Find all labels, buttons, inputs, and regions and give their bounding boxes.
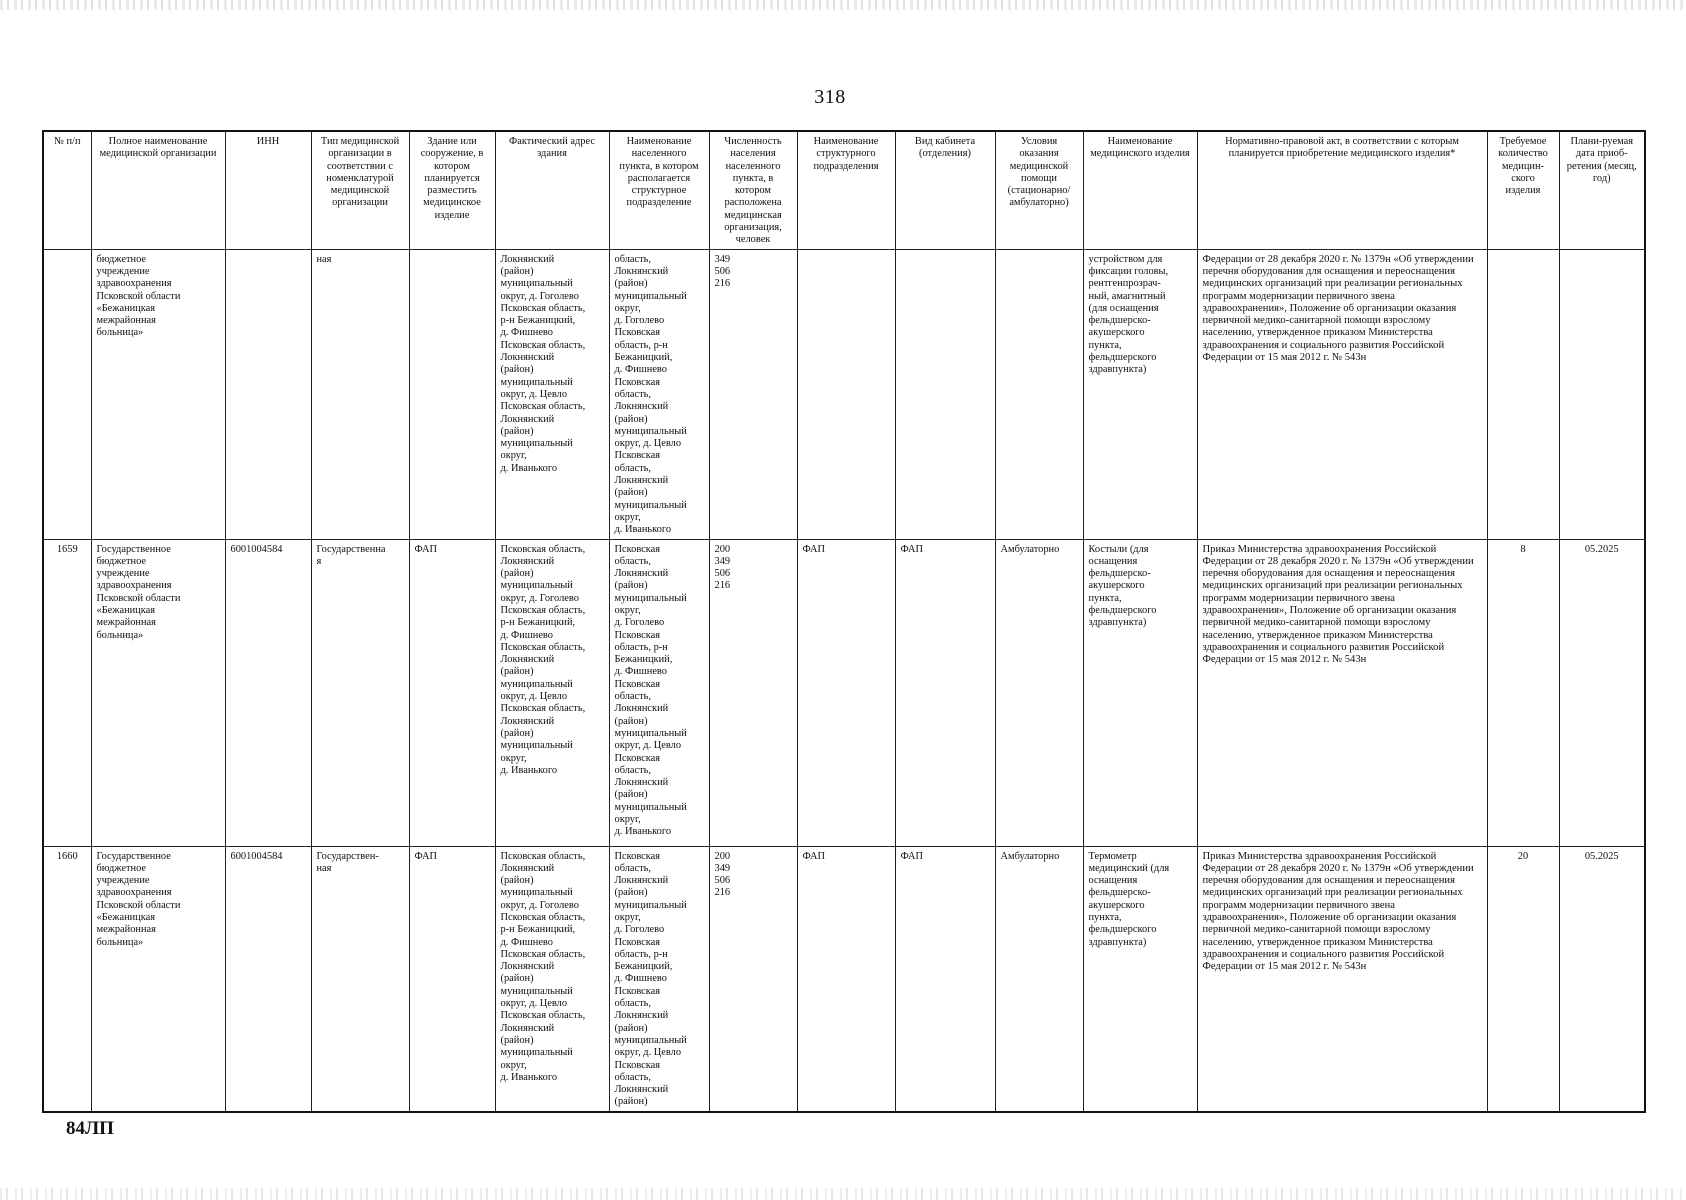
- cell-cabinet: ФАП: [895, 846, 995, 1112]
- medical-equipment-table: [42, 130, 1646, 1113]
- table-row: [43, 539, 1645, 846]
- cell-address: Псковская область, Локнянский (район) муниципальный округ, д. Гоголево Псковская область, р-н Бежаницкий, д. Фишнево Псковская область, Локнянский (район) муниципальный округ, д. Цевло Псковская область, Локнянский (район) муниципальный округ, д. Иванького: [495, 539, 609, 846]
- cell-org: бюджетное учреждение здравоохранения Псковской области «Бежаницкая межрайонная больница»: [91, 249, 225, 539]
- cell-type: Государственна я: [311, 539, 409, 846]
- header-cabinet: Вид кабинета (отделения): [895, 131, 995, 249]
- header-type: Тип медицинской организации в соответствии с номенклатурой медицинской организации: [311, 131, 409, 249]
- table-header-row: [43, 131, 1645, 249]
- cell-act: Приказ Министерства здравоохранения Российской Федерации от 28 декабря 2020 г. № 1379н «Об утверждении перечня оборудования для оснащения и переоснащения медицинских организаций при реализации региональных программ модернизации первичного звена здравоохранения», Положение об организации оказания первичной медико-санитарной помощи взрослому населению, утвержденное приказом Министерства здравоохранения и социального развития Российской Федерации от 15 мая 2012 г. № 543н: [1197, 539, 1487, 846]
- cell-settlement: область, Локнянский (район) муниципальный округ, д. Гоголево Псковская область, р-н Бежаницкий, д. Фишнево Псковская область, Локнянский (район) муниципальный округ, д. Цевло Псковская область, Локнянский (район) муниципальный округ, д. Иванького: [609, 249, 709, 539]
- table-row: [43, 846, 1645, 1112]
- scan-edge-top: [0, 0, 1686, 10]
- cell-act: Приказ Министерства здравоохранения Российской Федерации от 28 декабря 2020 г. № 1379н «Об утверждении перечня оборудования для оснащения и переоснащения медицинских организаций при реализации региональных программ модернизации первичного звена здравоохранения», Положение об организации оказания первичной медико-санитарной помощи взрослому населению, утвержденное приказом Министерства здравоохранения и социального развития Российской Федерации от 15 мая 2012 г. № 543н: [1197, 846, 1487, 1112]
- cell-building: ФАП: [409, 539, 495, 846]
- cell-address: Псковская область, Локнянский (район) муниципальный округ, д. Гоголево Псковская область, р-н Бежаницкий, д. Фишнево Псковская область, Локнянский (район) муниципальный округ, д. Цевло Псковская область, Локнянский (район) муниципальный округ, д. Иванького: [495, 846, 609, 1112]
- cell-settlement: Псковская область, Локнянский (район) муниципальный округ, д. Гоголево Псковская область, р-н Бежаницкий, д. Фишнево Псковская область, Локнянский (район) муниципальный округ, д. Цевло Псковская область, Локнянский (район) муниципальный округ, д. Иванького: [609, 539, 709, 846]
- cell-quantity: [1487, 249, 1559, 539]
- cell-unit: [797, 249, 895, 539]
- cell-cabinet: [895, 249, 995, 539]
- cell-date: 05.2025: [1559, 846, 1645, 1112]
- cell-population: 349 506 216: [709, 249, 797, 539]
- cell-population: 200 349 506 216: [709, 539, 797, 846]
- cell-address: Локнянский (район) муниципальный округ, д. Гоголево Псковская область, р-н Бежаницкий, д. Фишнево Псковская область, Локнянский (район) муниципальный округ, д. Цевло Псковская область, Локнянский (район) муниципальный округ, д. Иванького: [495, 249, 609, 539]
- header-org: Полное наименование медицинской организации: [91, 131, 225, 249]
- header-population: Численность населения населенного пункта, в котором расположена медицинская организация, человек: [709, 131, 797, 249]
- cell-unit: ФАП: [797, 539, 895, 846]
- cell-quantity: 20: [1487, 846, 1559, 1112]
- document-code: 84ЛП: [66, 1118, 114, 1139]
- header-settlement: Наименование населенного пункта, в котором располагается структурное подразделение: [609, 131, 709, 249]
- cell-building: [409, 249, 495, 539]
- header-quantity: Требуемое количество медицин-ского изделия: [1487, 131, 1559, 249]
- header-building: Здание или сооружение, в котором планируется разместить медицинское изделие: [409, 131, 495, 249]
- cell-inn: 6001004584: [225, 539, 311, 846]
- cell-conditions: [995, 249, 1083, 539]
- cell-device: Костыли (для оснащения фельдшерско- акушерского пункта, фельдшерского здравпункта): [1083, 539, 1197, 846]
- cell-conditions: Амбулаторно: [995, 846, 1083, 1112]
- cell-device: устройством для фиксации головы, рентгенпрозрач- ный, амагнитный (для оснащения фельдшерско- акушерского пункта, фельдшерского здравпункта): [1083, 249, 1197, 539]
- header-num: № п/п: [43, 131, 91, 249]
- header-device: Наименование медицинского изделия: [1083, 131, 1197, 249]
- cell-unit: ФАП: [797, 846, 895, 1112]
- cell-quantity: 8: [1487, 539, 1559, 846]
- header-address: Фактический адрес здания: [495, 131, 609, 249]
- cell-device: Термометр медицинский (для оснащения фельдшерско- акушерского пункта, фельдшерского здравпункта): [1083, 846, 1197, 1112]
- cell-num: [43, 249, 91, 539]
- cell-building: ФАП: [409, 846, 495, 1112]
- cell-act: Федерации от 28 декабря 2020 г. № 1379н «Об утверждении перечня оборудования для оснащения и переоснащения медицинских организаций при реализации региональных программ модернизации первичного звена здравоохранения», Положение об организации оказания первичной медико-санитарной помощи взрослому населению, утвержденное приказом Министерства здравоохранения и социального развития Российской Федерации от 15 мая 2012 г. № 543н: [1197, 249, 1487, 539]
- cell-date: [1559, 249, 1645, 539]
- cell-num: 1659: [43, 539, 91, 846]
- cell-date: 05.2025: [1559, 539, 1645, 846]
- header-inn: ИНН: [225, 131, 311, 249]
- table-row: [43, 249, 1645, 539]
- cell-inn: [225, 249, 311, 539]
- header-date: Плани-руемая дата приоб-ретения (месяц, год): [1559, 131, 1645, 249]
- cell-population: 200 349 506 216: [709, 846, 797, 1112]
- cell-type: Государствен- ная: [311, 846, 409, 1112]
- cell-settlement: Псковская область, Локнянский (район) муниципальный округ, д. Гоголево Псковская область, р-н Бежаницкий, д. Фишнево Псковская область, Локнянский (район) муниципальный округ, д. Цевло Псковская область, Локнянский (район): [609, 846, 709, 1112]
- scan-edge-bottom: [0, 1188, 1686, 1200]
- page-number: 318: [814, 86, 846, 108]
- cell-inn: 6001004584: [225, 846, 311, 1112]
- header-conditions: Условия оказания медицинской помощи (стационарно/ амбулаторно): [995, 131, 1083, 249]
- cell-org: Государственное бюджетное учреждение здравоохранения Псковской области «Бежаницкая межрайонная больница»: [91, 846, 225, 1112]
- header-unit: Наименование структурного подразделения: [797, 131, 895, 249]
- cell-num: 1660: [43, 846, 91, 1112]
- cell-conditions: Амбулаторно: [995, 539, 1083, 846]
- cell-cabinet: ФАП: [895, 539, 995, 846]
- cell-org: Государственное бюджетное учреждение здравоохранения Псковской области «Бежаницкая межрайонная больница»: [91, 539, 225, 846]
- header-act: Нормативно-правовой акт, в соответствии с которым планируется приобретение медицинского изделия*: [1197, 131, 1487, 249]
- cell-type: ная: [311, 249, 409, 539]
